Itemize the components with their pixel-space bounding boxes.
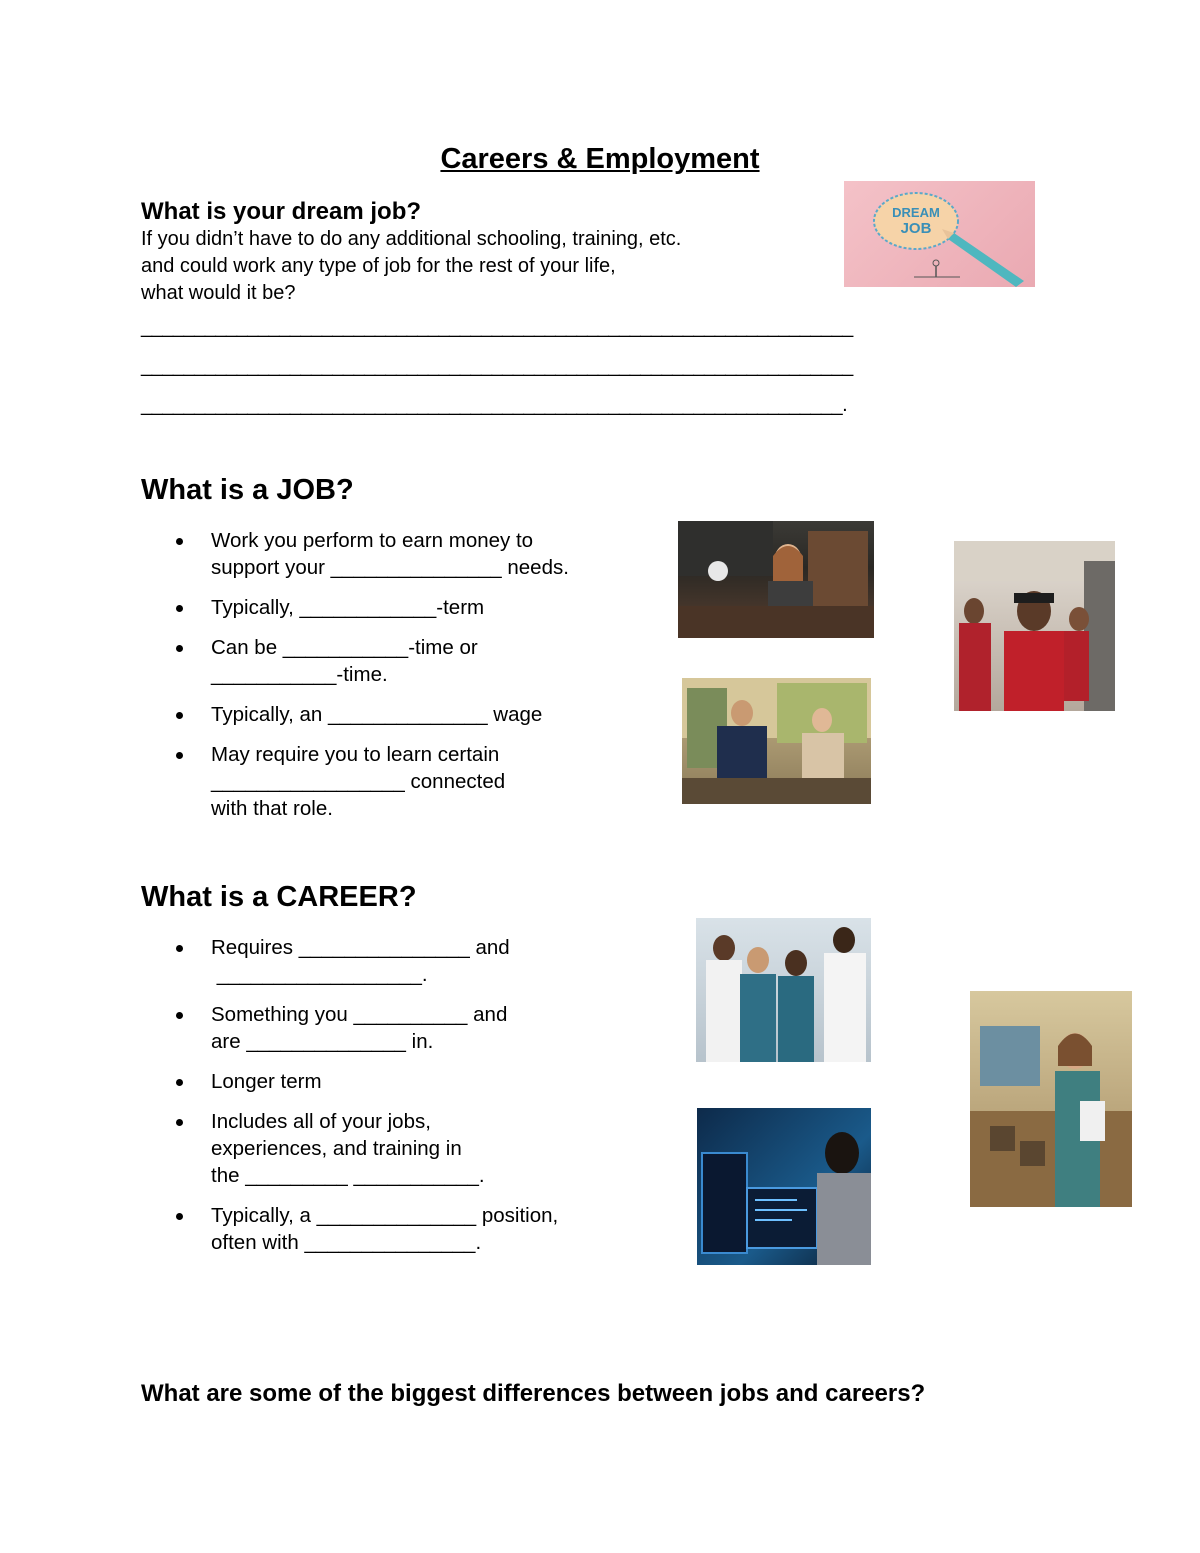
- fast-food-illustration: [954, 541, 1115, 711]
- bullet-text: Typically, a ______________ position, often with _______________.: [211, 1204, 559, 1254]
- bullet-icon: [176, 945, 183, 952]
- teacher-illustration: [970, 991, 1132, 1207]
- bullet-text: Includes all of your jobs, experiences, and training in the _________ ___________.: [211, 1110, 485, 1187]
- programmer-photo: [697, 1108, 871, 1265]
- grocery-checkout-photo: [682, 678, 871, 804]
- bullet-icon: [176, 752, 183, 759]
- svg-text:DREAM: DREAM: [892, 205, 940, 220]
- bullet-icon: [176, 605, 183, 612]
- bullet-icon: [176, 538, 183, 545]
- fast-food-photo: [954, 541, 1115, 711]
- list-item: [172, 1001, 558, 1055]
- medical-team-photo: [696, 918, 871, 1062]
- bullet-icon: [176, 1213, 183, 1220]
- dream-job-heading: What is your dream job?: [141, 198, 422, 225]
- page-title: Careers & Employment: [440, 143, 760, 175]
- bullet-text: Longer term: [211, 1070, 322, 1093]
- bullet-icon: [176, 1012, 183, 1019]
- bullet-text: Work you perform to earn money to support your _______________ needs.: [211, 529, 569, 579]
- programmer-illustration: [697, 1108, 871, 1265]
- dream-prompt-line: what would it be?: [141, 282, 296, 304]
- bullet-text: Can be ___________-time or ___________-time.: [211, 636, 478, 686]
- job-heading: What is a JOB?: [141, 474, 354, 506]
- bullet-icon: [176, 645, 183, 652]
- list-item: [172, 527, 569, 581]
- grocery-illustration: [682, 678, 871, 804]
- job-bullet-list: [172, 527, 569, 835]
- teacher-classroom-photo: [970, 991, 1132, 1207]
- dream-prompt-line: If you didn’t have to do any additional schooling, training, etc.: [141, 228, 682, 250]
- answer-line-3[interactable]: __________________________________________________________________.: [141, 394, 848, 416]
- bullet-text: Requires _______________ and __________________.: [211, 936, 510, 986]
- list-item: [172, 741, 569, 822]
- bullet-text: Typically, an ______________ wage: [211, 703, 543, 726]
- bullet-icon: [176, 1119, 183, 1126]
- bullet-text: Something you __________ and are ______________ in.: [211, 1003, 508, 1053]
- dream-prompt-line: and could work any type of job for the rest of your life,: [141, 255, 616, 277]
- barista-photo: [678, 521, 874, 638]
- svg-text:JOB: JOB: [900, 220, 932, 237]
- list-item: [172, 1108, 558, 1189]
- answer-line-1[interactable]: ___________________________________________________________________: [141, 316, 853, 338]
- list-item: [172, 1068, 558, 1095]
- list-item: [172, 634, 569, 688]
- bullet-text: Typically, ____________-term: [211, 596, 485, 619]
- dream-job-prompt: [141, 226, 681, 307]
- list-item: [172, 1202, 558, 1256]
- medical-team-illustration: [696, 918, 871, 1062]
- barista-illustration: [678, 521, 874, 638]
- career-heading: What is a CAREER?: [141, 881, 417, 913]
- answer-line-2[interactable]: ___________________________________________________________________: [141, 355, 853, 377]
- final-question: What are some of the biggest differences between jobs and careers?: [141, 1380, 926, 1407]
- list-item: [172, 934, 558, 988]
- list-item: [172, 701, 569, 728]
- bullet-text: May require you to learn certain _________________ connected with that role.: [211, 743, 506, 820]
- bullet-icon: [176, 1079, 183, 1086]
- list-item: [172, 594, 569, 621]
- career-bullet-list: [172, 934, 558, 1269]
- dream-bubble-icon: [844, 181, 1035, 287]
- dream-job-image: [844, 181, 1035, 287]
- bullet-icon: [176, 712, 183, 719]
